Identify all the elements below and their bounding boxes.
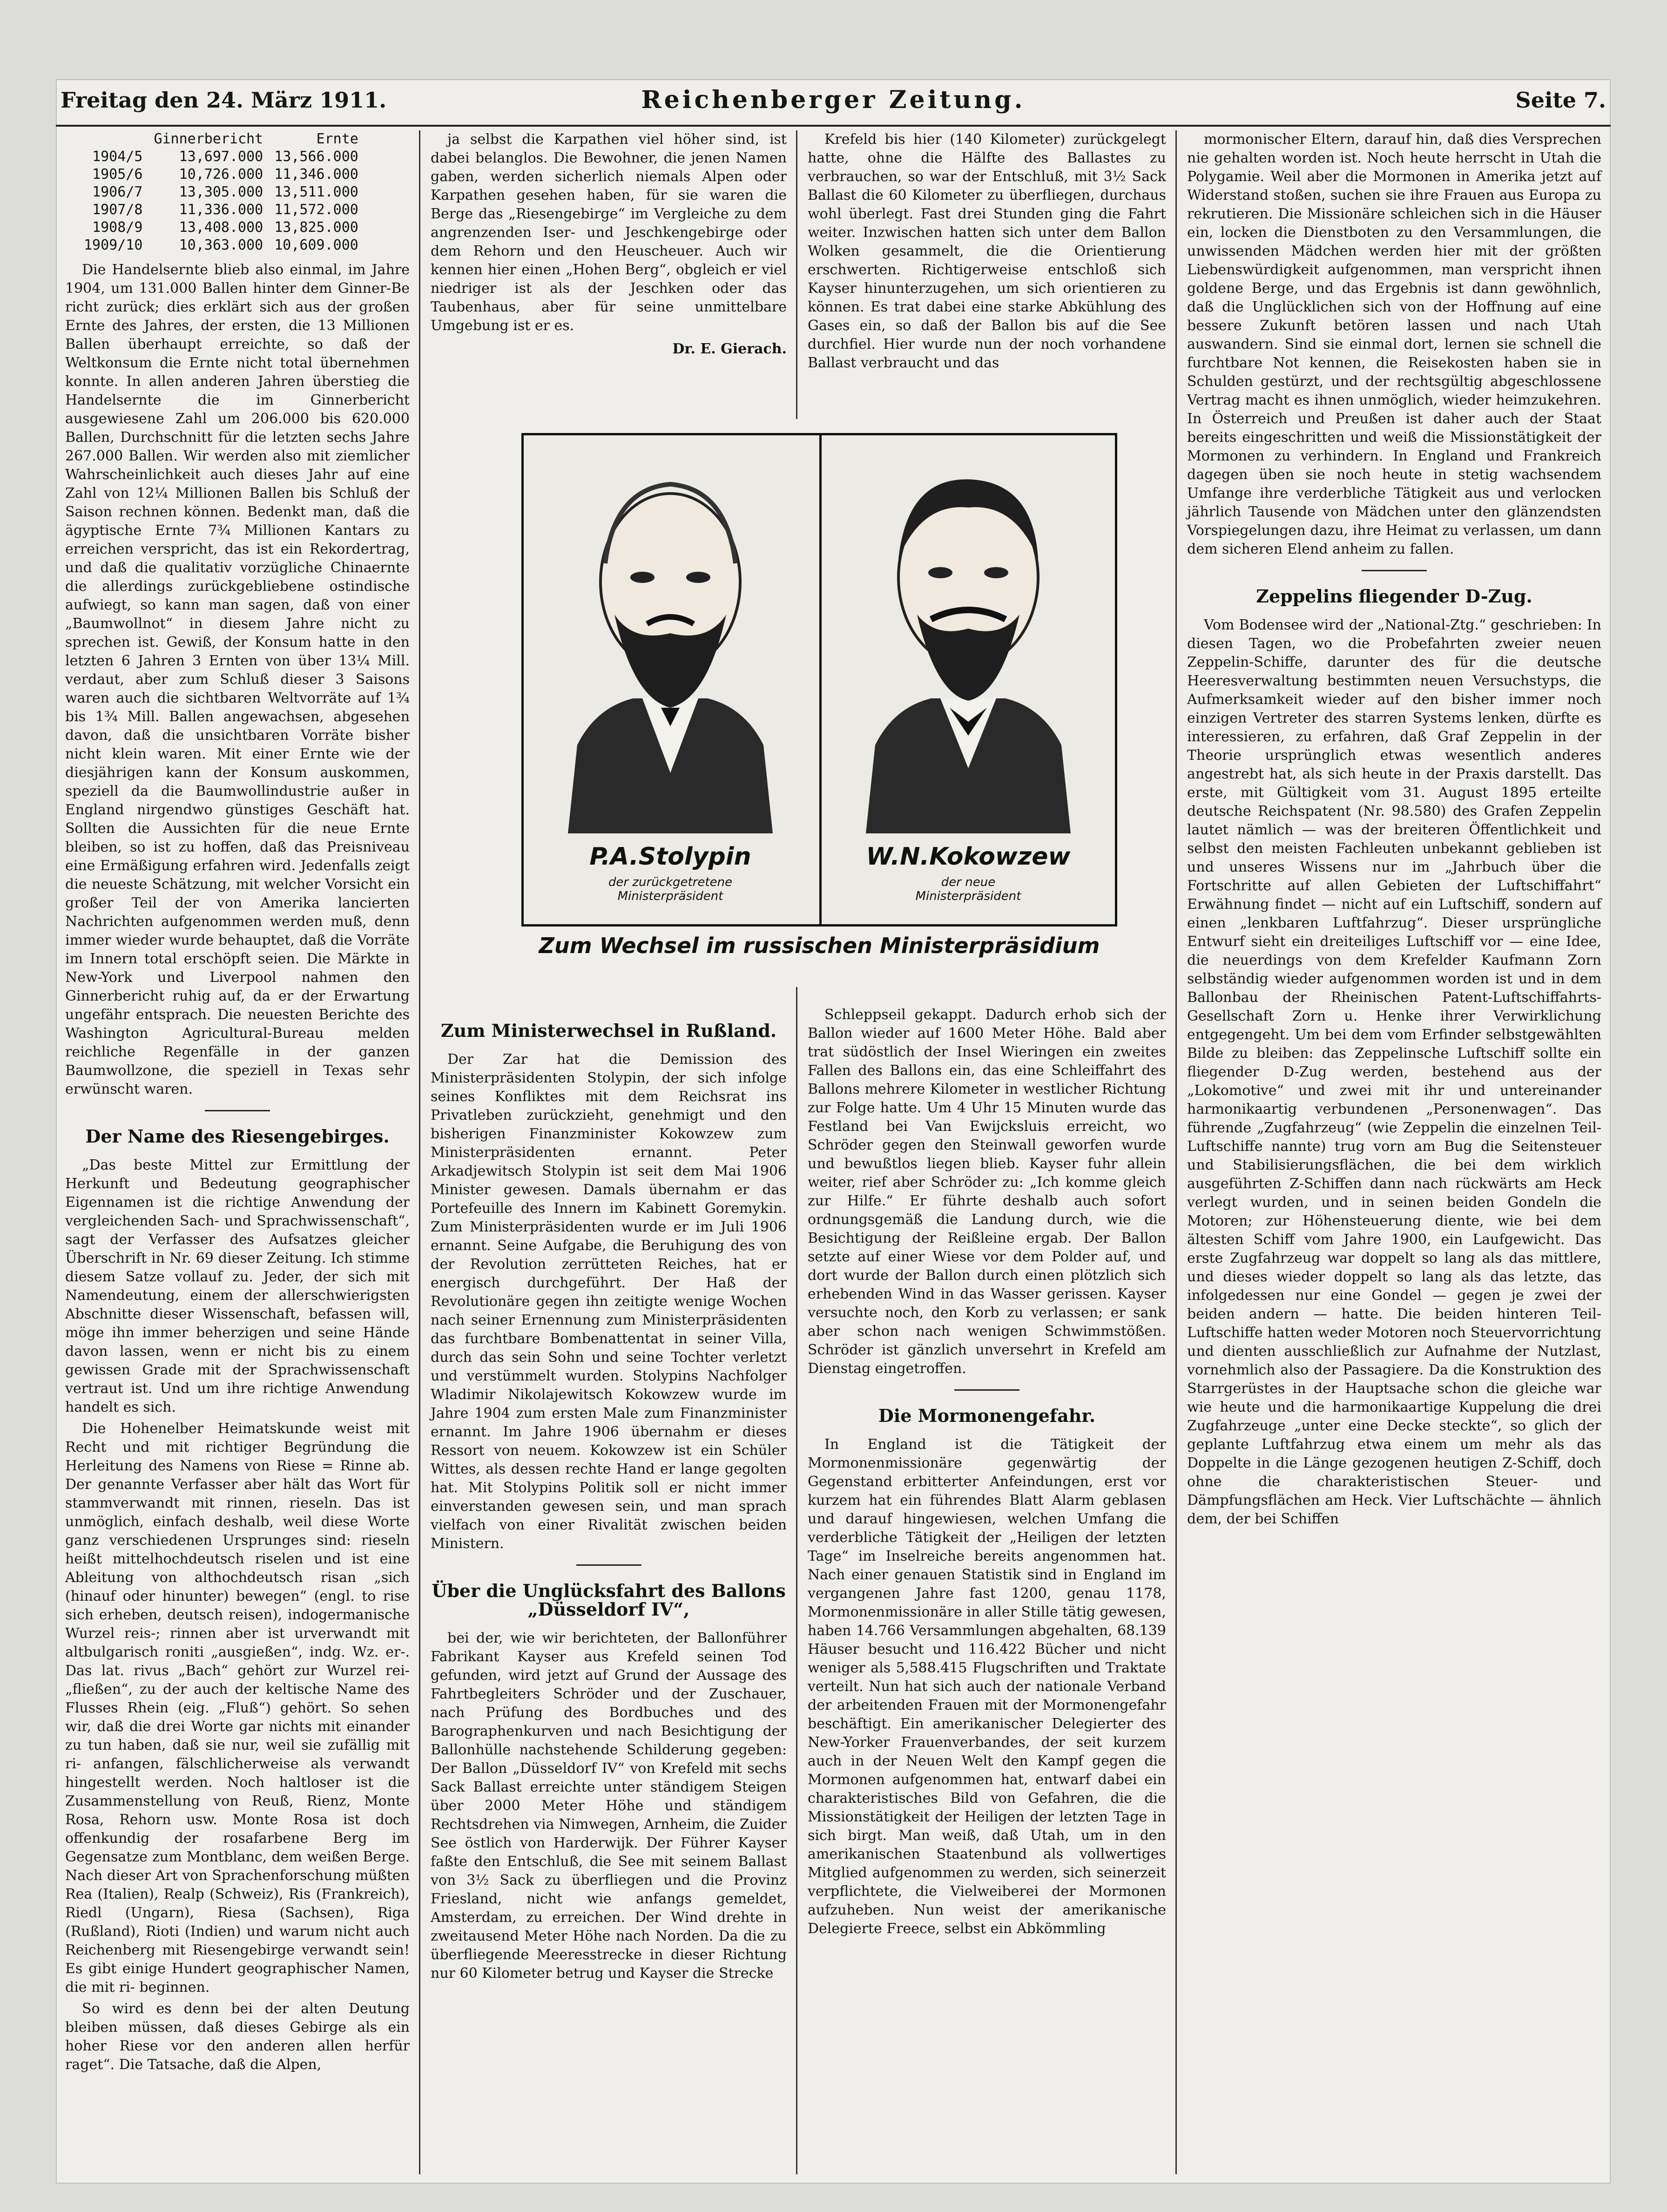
article-paragraph: bei der, wie wir berichteten, der Ballonführer Fabrikant Kayser aus Krefeld seinen Tod gefunden, wird jetzt auf Grund der Aussage des Fahrtbegleiters Schröder und der Zuschauer, nach Prüfung des Bordbuches und des Barographenkurven und nach Besichtigung der Ballonhülle nachstehende Schilderung gegeben: Der Ballon „Düsseldorf IV“ von Krefeld mit sechs Sack Ballast erreichte unter ständigem Steigen über 2000 Meter Höhe und ständigem Rechtsdrehen via Nimwegen, Arnheim, die Zuider See östlich von Harderwijk. Der Führer Kayser faßte den Entschluß, die See mit seinem Ballast von 3½ Sack zu überfliegen und die Provinz Friesland, nicht wie anfangs gemeldet, Amsterdam, zu erreichen. Der Wind drehte in zweitausend Meter Höhe nach Norden. Da die zu überfliegende Meeresstrecke in dieser Richtung nur 60 Kilometer betrug und Kayser die Strecke xyxy=(431,1630,787,1982)
column-3-lower xyxy=(808,1006,1166,1941)
column-1 xyxy=(65,261,410,2077)
masthead: Reichenberger Zeitung. xyxy=(641,86,1026,114)
article-paragraph: „Das beste Mittel zur Ermittlung der Herkunft und Bedeutung geographischer Eigennamen ist die richtige Anwendung der vergleichenden Sach- und Sprachwissenschaft“, sagt der Verfasser des Aufsatzes gleicher Überschrift in Nr. 69 dieser Zeitung. Ich stimme diesem Satze vollauf zu. Jeder, der sich mit Namendeutung, einem der allerschwierigsten Abschnitte dieser Wissenschaft, befassen will, möge ihn immer beherzigen und seine Hände davon lassen, wenn er nicht bis zu einem gewissen Grade mit der Sprachwissenschaft vertraut ist. Und um ihre richtige Anwendung handelt es sich. xyxy=(65,1157,410,1415)
column-divider xyxy=(1175,130,1177,2174)
article-heading: Über die Unglücksfahrt des Ballons „Düsseldorf IV“, xyxy=(432,1580,786,1620)
paper-sheet xyxy=(56,79,1611,2184)
section-separator xyxy=(1362,570,1427,571)
column-divider xyxy=(796,130,797,419)
column-divider xyxy=(796,987,797,2174)
crop-header: Ernte xyxy=(316,131,358,147)
table-row: 1907/8 11,336.000 11,572.000 xyxy=(92,202,358,218)
page-header xyxy=(56,79,1611,123)
table-row: 1905/6 10,726.000 11,346.000 xyxy=(92,166,358,183)
stolypin-name: P.A.Stolypin xyxy=(589,843,751,871)
kokowzew-portrait-illustration xyxy=(838,447,1099,833)
portrait-figure xyxy=(521,433,1117,982)
column-4 xyxy=(1187,130,1601,1531)
header-date: Freitag den 24. März 1911. xyxy=(61,88,387,113)
header-rule xyxy=(56,125,1611,127)
section-separator xyxy=(954,1389,1019,1391)
author-signature: Dr. E. Gierach. xyxy=(672,341,787,357)
article-paragraph: Krefeld bis hier (140 Kilometer) zurückgelegt hatte, ohne die Hälfte des Ballastes zu verbrauchen, so war der Entschluß, mit 3½ Sack Ballast die 60 Kilometer zu überfliegen, durchaus wohl überlegt. Fast drei Stunden ging die Fahrt weiter. Inzwischen hatten sich unter dem Ballon Wolken gesammelt, die die Orientierung erschwerten. Richtigerweise entschloß sich Kayser hinunterzugehen, um sich orientieren zu können. Es trat dabei eine starke Abkühlung des Gases ein, so daß der Ballon bis auf die See durchfiel. Hier wurde nun der noch vorhandene Ballast verbraucht und das xyxy=(808,131,1166,371)
article-paragraph: Die Handelsernte blieb also einmal, im Jahre 1904, um 131.000 Ballen hinter dem Ginner-Be richt zurück; dies erklärt sich aus der großen Ernte des Jahres, der ersten, die 13 Millionen Ballen überhaupt erreichte, so daß der Weltkonsum die Ernte nicht total übernehmen konnte. In allen anderen Jahren überstieg die Handelsernte die im Ginnerbericht ausgewiesene Zahl um 206.000 bis 620.000 Ballen, Durchschnitt für die letzten sechs Jahre 267.000 Ballen. Wir werden also mit ziemlicher Wahrscheinlichkeit auch dieses Jahr auf eine Zahl von 12¼ Millionen Ballen bis Schluß der Saison rechnen können. Bedenkt man, daß die ägyptische Ernte 7¾ Millionen Kantars zu erreichen verspricht, das ist ein Rekordertrag, und daß die qualitativ vorzügliche Chinaernte die allerdings zurückgebliebene ostindische aufwiegt, so kann man sagen, daß von einer „Baumwollnot“ in diesem Jahre nicht zu sprechen ist. Gewiß, der Konsum hatte in den letzten 6 Jahren 3 Ernten von über 13¼ Mill. verdaut, aber zum Schluß dieser 3 Saisons waren auch die sichtbaren Weltvorräte auf 1¾ bis 1¾ Mill. Ballen angewachsen, abgesehen davon, daß die unsichtbaren Vorräte bisher nicht klein waren. Mit einer Ernte wie der diesjährigen kann der Konsum auskommen, speziell da die Baumwollindustrie außer in England nirgendwo günstiges Geschäft hat. Sollten die Aussichten für die neue Ernte bleiben, so ist zu hoffen, daß das Preisniveau eine Ermäßigung erfahren wird. Jedenfalls zeigt die neueste Schätzung, mit welcher Vorsicht ein großer Teil der von Amerika lancierten Nachrichten aufgenommen werden muß, denn immer wieder wurde behauptet, daß die Vorräte im Innern total erschöpft seien. Die Märkte in New-York und Liverpool nahmen den Ginnerbericht ruhig auf, da er der Erwartung ungefähr entsprach. Die neuesten Berichte des Washington Agricultural-Bureau melden reichliche Regenfälle in der ganzen Baumwollzone, die speziell in Texas sehr erwünscht waren. xyxy=(65,262,410,1097)
article-heading: Die Mormonengefahr. xyxy=(878,1405,1096,1426)
figure-caption: Zum Wechsel im russischen Ministerpräsidium xyxy=(539,933,1100,958)
article-paragraph: Die Hohenelber Heimatskunde weist mit Recht und mit richtiger Begründung die Herleitung des Namens von Riese = Rinne ab. Der genannte Verfasser aber hält das Wort für stammverwandt mit rinnen, rieseln. Das ist unmöglich, einfach deshalb, weil diese Worte ganz verschiedenen Ursprunges sind: rieseln heißt mittelhochdeutsch riselen und ist eine Ableitung von althochdeutsch risan „sich (hinauf oder hinunter) bewegen“ (engl. to rise sich erheben, deutsch reisen), indogermanische Wurzel reis-; rinnen aber ist urverwandt mit altbulgarisch roniti „ausgießen“, indg. Wz. er-. Das lat. rivus „Bach“ gehört zur Wurzel rei- „fließen“, zu der auch der keltische Name des Flusses Rhein (eig. „Fluß“) gehört. So sehen wir, daß die drei Worte gar nichts mit einander zu tun haben, daß sie nur, weil sie zufällig mit ri- anfangen, fälschlicherweise als verwandt hingestellt werden. Noch haltloser ist die Zusammenstellung von Reuß, Rienz, Monte Rosa, Rehorn usw. Monte Rosa ist doch offenkundig der rosafarbene Berg im Gegensatze zum Montblanc, dem weißen Berge. Nach dieser Art von Sprachenforschung müßten Rea (Italien), Realp (Schweiz), Ris (Frankreich), Riedl (Ungarn), Riesa (Sachsen), Riga (Rußland), Rioti (Indien) und warum nicht auch Reichenberg mit Riesengebirge verwandt sein! Es gibt einige Hundert geographischer Namen, die mit ri- beginnen. xyxy=(65,1421,410,1996)
column-3 xyxy=(808,130,1166,375)
article-paragraph: So wird es denn bei der alten Deutung bleiben müssen, daß dieses Gebirge als ein hoher Riese vor den anderen allen herfür raget“. Die Tatsache, daß die Alpen, xyxy=(65,2001,410,2073)
table-row: 1906/7 13,305.000 13,511.000 xyxy=(92,184,358,200)
page-number: Seite 7. xyxy=(1515,88,1606,113)
column-divider xyxy=(419,130,420,2174)
article-heading: Zum Ministerwechsel in Rußland. xyxy=(440,1020,777,1041)
article-paragraph: In England ist die Tätigkeit der Mormonenmissionäre gegenwärtig der Gegenstand erbitterter Anfeindungen, erst vor kurzem hat ein führendes Blatt Alarm geblasen und darauf hingewiesen, welchen Umfang die verderbliche Tätigkeit der „Heiligen der letzten Tage“ im Inselreiche bereits angenommen hat. Nach einer genauen Statistik sind in England im vergangenen Jahre fast 1200, genau 1178, Mormonenmissionäre in aller Stille tätig gewesen, haben 14.766 Versammlungen abgehalten, 68.139 Häuser besucht und 116.422 Bücher und nicht weniger als 5,588.415 Flugschriften und Traktate verteilt. Nun hat sich auch der nationale Verband der arbeitenden Frauen mit der Mormonengefahr beschäftigt. Ein amerikanischer Delegierter des New-Yorker Frauenverbandes, der seit kurzem auch in der Neuen Welt den Kampf gegen die Mormonen aufgenommen hat, entwarf dabei ein charakteristisches Bild von Gefahren, die die Missionstätigkeit der Heiligen der letzten Tage in sich birgt. Man weiß, daß Utah, um in den amerikanischen Staatenbund als vollwertiges Mitglied aufgenommen zu werden, sich seinerzeit verpflichtete, die Vielweiberei der Mormonen aufzuheben. Nun weist der amerikanische Delegierte Freece, selbst ein Abkömmling xyxy=(808,1436,1166,1937)
article-paragraph: Der Zar hat die Demission des Ministerpräsidenten Stolypin, der sich infolge seines Konfliktes mit dem Reichsrat ins Privatleben zurückzieht, genehmigt und den bisherigen Finanzminister Kokowzew zum Ministerpräsidenten ernannt. Peter Arkadjewitsch Stolypin ist seit dem Mai 1906 Minister gewesen. Damals übernahm er das Portefeuille des Innern im Kabinett Goremykin. Zum Ministerpräsidenten wurde er im Juli 1906 ernannt. Seine Aufgabe, die Beruhigung des von der Revolution zerrütteten Reiches, hat er energisch durchgeführt. Der Haß der Revolutionäre gegen ihn zeitigte wenige Wochen nach seiner Ernennung zum Ministerpräsidenten das furchtbare Bombenattentat in seiner Villa, durch das sein Sohn und seine Tochter verletzt und verstümmelt wurden. Stolypins Nachfolger Wladimir Nikolajewitsch Kokowzew wurde im Jahre 1904 zum ersten Male zum Finanzminister ernannt. Im Jahre 1906 übernahm er dieses Ressort von neuem. Kokowzew ist ein Schüler Wittes, als dessen rechte Hand er lange gegolten hat. Mit Stolypins Politik soll er nicht immer einverstanden gewesen sein, und man sprach vielfach von einer Rivalität zwischen beiden Ministern. xyxy=(431,1051,787,1552)
column-2-lower xyxy=(431,1006,787,1986)
article-paragraph: ja selbst die Karpathen viel höher sind, ist dabei belanglos. Die Bewohner, die jenen Namen gaben, werden sicherlich niemals Alpen oder Karpathen gesehen haben, für sie waren die Berge das „Riesengebirge“ im Vergleiche zu dem angrenzenden Iser- und Jeschkengebirge oder dem Rehorn und den Heuscheuer. Auch wir kennen hier einen „Hohen Berg“, obgleich er viel niedriger ist als der Jeschken oder das Taubenhaus, aber für seine unmittelbare Umgebung ist er es. xyxy=(431,131,787,334)
table-row: 1909/10 10,363.000 10,609.000 xyxy=(84,237,358,253)
stolypin-portrait-illustration xyxy=(540,447,801,833)
kokowzew-role: der neue Ministerpräsident xyxy=(915,875,1021,903)
stolypin-role: der zurückgetretene Ministerpräsident xyxy=(608,875,733,903)
section-separator xyxy=(576,1564,641,1566)
article-heading: Zeppelins fliegender D-Zug. xyxy=(1256,586,1532,607)
article-paragraph: Schleppseil gekappt. Dadurch erhob sich der Ballon wieder auf 1600 Meter Höhe. Bald aber trat südöstlich der Insel Wieringen ein zweites Fallen des Ballons ein, das eine Schleiffahrt des Ballons mehrere Kilometer in westlicher Richtung zur Folge hatte. Um 4 Uhr 15 Minuten wurde das Festland bei Van Ewijcksluis erreicht, wo Schröder gegen den Steinwall geworfen wurde und bewußtlos liegen blieb. Kayser fuhr allein weiter, rief aber Schröder zu: „Ich komme gleich zur Hilfe.“ Er führte deshalb auch sofort ordnungsgemäß die Landung durch, wie die Besichtigung der Reißleine ergab. Der Ballon setzte auf einer Wiese vor dem Polder auf, und dort wurde der Ballon durch einen plötzlich sich erhebenden Wind in das Wasser gerissen. Kayser versuchte noch, den Korb zu verlassen; er sank aber schon nach wenigen Schwimmstößen. Schröder ist gänzlich unversehrt in Krefeld am Dienstag eingetroffen. xyxy=(808,1007,1166,1377)
section-separator xyxy=(205,1110,270,1111)
article-heading: Der Name des Riesengebirges. xyxy=(85,1126,390,1147)
column-2 xyxy=(431,130,787,359)
table-row: 1908/9 13,408.000 13,825.000 xyxy=(92,219,358,236)
kokowzew-name: W.N.Kokowzew xyxy=(866,843,1071,871)
table-row: 1904/5 13,697.000 13,566.000 xyxy=(92,149,358,165)
article-paragraph: mormonischer Eltern, darauf hin, daß dies Versprechen nie gehalten worden ist. Noch heute herrscht in Utah die Polygamie. Weil aber die Mormonen in Amerika jetzt auf Widerstand stoßen, suchen sie ihre Frauen aus Europa zu rekrutieren. Die Missionäre schleichen sich in die Häuser ein, locken die Dienstboten zu den Versammlungen, die unwissenden Mädchen werden hier mit der größten Liebenswürdigkeit aufgenommen, man verspricht ihnen goldene Berge, und das Ergebnis ist dann gewöhnlich, daß die Unglücklichen sich von der Hoffnung auf eine bessere Zukunft betören lassen und nach Utah auswandern. Sind sie einmal dort, lernen sie schnell die furchtbare Not kennen, die Reisekosten haben sie in Schulden gestürzt, und der rechtsgültig abgeschlossene Vertrag macht es ihnen unmöglich, wieder heimzukehren. In Österreich und Preußen ist daher auch der Staat bereits eingeschritten und weiß die Missionstätigkeit der Mormonen zu verhindern. In England und Frankreich dagegen üben sie noch heute in stetig wachsendem Umfange ihre verderbliche Tätigkeit aus und verlocken jährlich Tausende von Mädchen unter den glänzendsten Vorspiegelungen dazu, ihre Heimat zu verlassen, um dann dem sicheren Elend anheim zu fallen. xyxy=(1187,131,1601,557)
crop-table xyxy=(84,130,405,254)
article-paragraph: Vom Bodensee wird der „National-Ztg.“ geschrieben: In diesen Tagen, wo die Probefahrten zweier neuen Zeppelin-Schiffe, darunter des für die deutsche Heeresverwaltung bestimmten neuen Versuchstyps, die Aufmerksamkeit wieder auf den bisher immer noch einzigen Vertreter des starren Systems lenken, dürfte es interessieren, zu erfahren, daß Graf Zeppelin in der Theorie ursprünglich etwas wesentlich anderes angestrebt hat, als sich heute in der Praxis darstellt. Das erste, mit Gültigkeit vom 31. August 1895 erteilte deutsche Reichspatent (Nr. 98.580) des Grafen Zeppelin lautet nämlich — was der breiteren Öffentlichkeit und selbst den meisten Fachleuten unbekannt geblieben ist und unseres Wissens nur im „Jahrbuch über die Fortschritte auf allen Gebieten der Luftschiffahrt“ Erwähnung findet — nicht auf ein Luftschiff, sondern auf einen „lenkbaren Luftfahrzug“. Dieser ursprüngliche Entwurf sieht ein dreiteiliges Luftschiff vor — eine Idee, die neuerdings von dem Krefelder Kaufmann Zorn selbständig wieder aufgenommen worden ist und in dem Ballonbau der Rheinischen Patent-Luftschiffahrts-Gesellschaft Zorn u. Henke ihrer Verwirklichung entgegengeht. Um bei dem vom Erfinder selbstgewählten Bilde zu bleiben: das Zeppelinsche Luftschiff sollte ein fliegender D-Zug werden, bestehend aus der „Lokomotive“ und zwei mit ihr und untereinander harmonikaartig verbundenen „Personenwagen“. Das führende „Zugfahrzeug“ (wie Zeppelin die einzelnen Teil-Luftschiffe nannte) trug vorn am Bug die Seitensteuer und Stabilisierungsflächen, die bei dem wirklich ausgeführten Z-Schiffen dann nach rückwärts am Heck verlegt wurden, und in seinen beiden Gondeln die Motoren; zur Höhensteuerung diente, wie bei dem ältesten Schiff vom Jahre 1900, ein Laufgewicht. Das erste Zugfahrzeug war doppelt so lang als das mittlere, und dieses wieder doppelt so lang als das letzte, das infolgedessen nur eine Gondel — gegen je zwei der beiden andern — hatte. Die beiden hinteren Teil-Luftschiffe hatten weder Motoren noch Steuervorrichtung und dienten ausschließlich zur Aufnahme der Nutzlast, vornehmlich also der Passagiere. Da die Konstruktion des Starrgerüstes in der Hauptsache schon die gleiche war wie heute und die harmonikaartige Kuppelung die drei Zugfahrzeuge „unter eine Decke steckte“, so glich der geplante Luftfahrzug etwa einem um mehr als das Doppelte in die Länge gezogenen heutigen Z-Schiff, doch ohne die charakteristischen Steuer- und Dämpfungsflächen am Heck. Vier Luftschächte — ähnlich dem, der bei Schiffen xyxy=(1187,617,1601,1527)
crop-header: Ginnerbericht xyxy=(154,131,263,147)
